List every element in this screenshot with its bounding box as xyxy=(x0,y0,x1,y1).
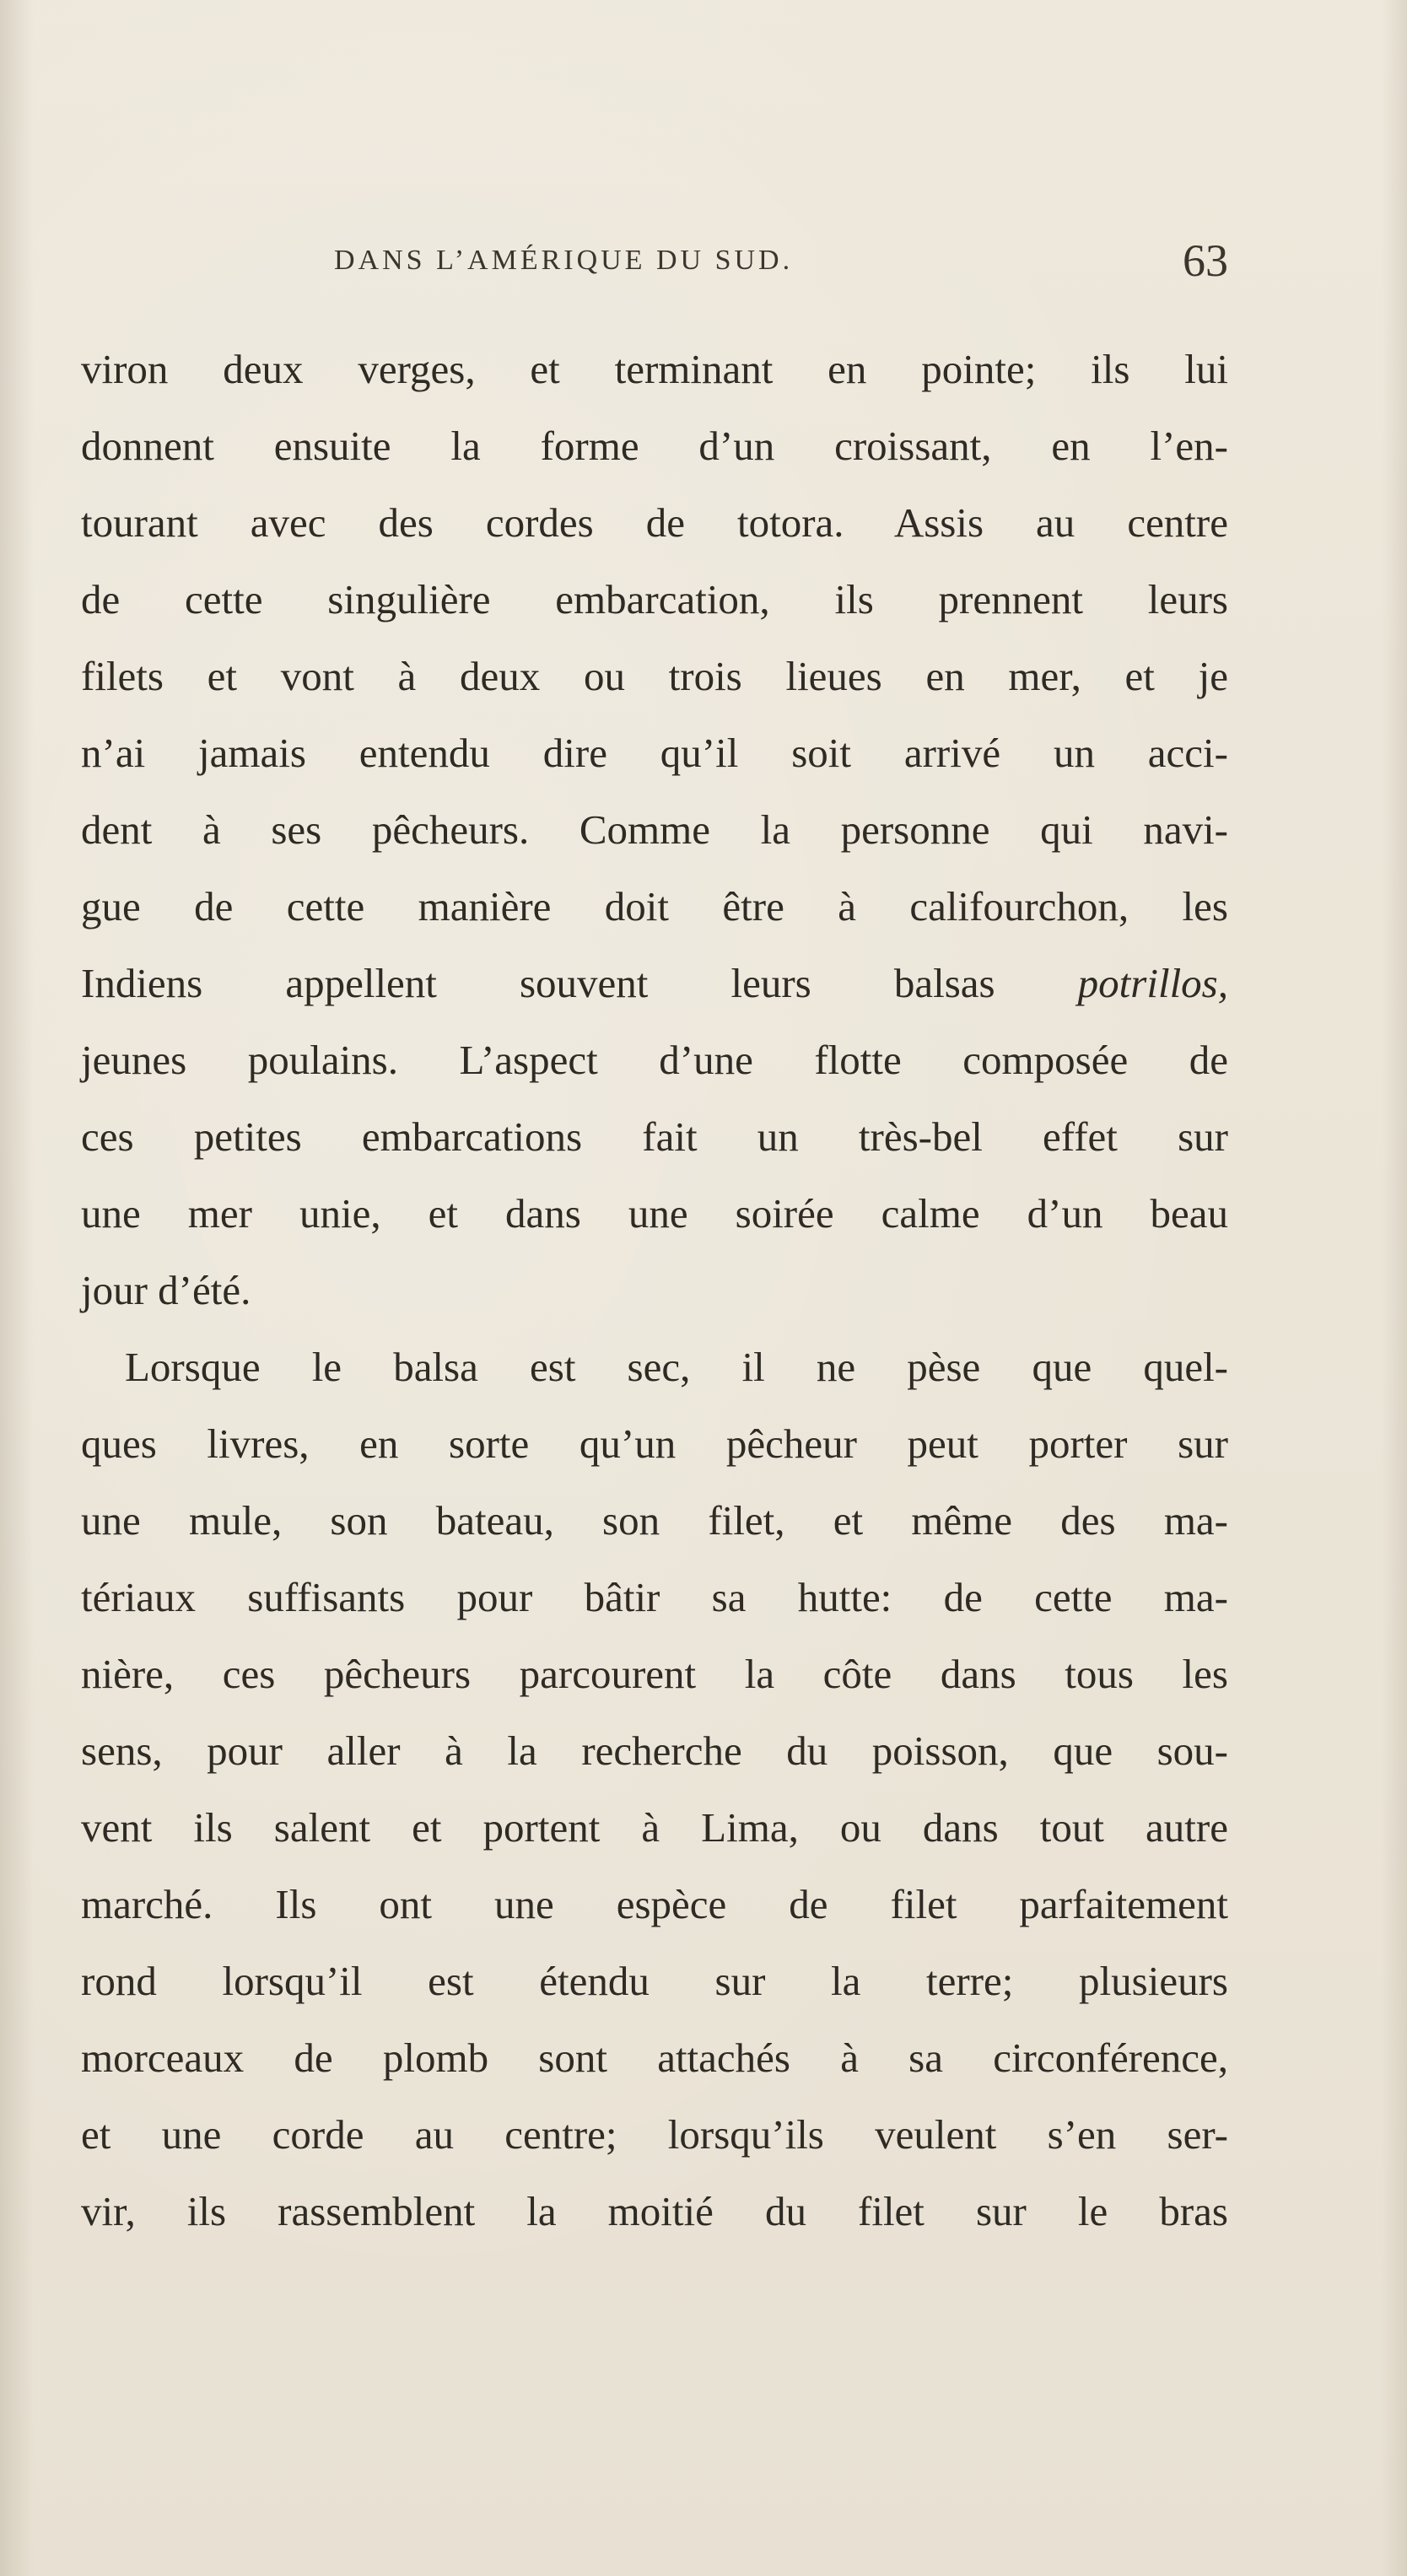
text-line: et une corde au centre; lorsqu’ils veulent s’en ser- xyxy=(81,2111,1228,2158)
text-line: vir, ils rassemblent la moitié du filet sur le bras xyxy=(81,2188,1228,2234)
text-line: une mer unie, et dans une soirée calme d’un beau xyxy=(81,1190,1228,1237)
text-line: une mule, son bateau, son filet, et même des ma- xyxy=(81,1497,1228,1544)
text-line: viron deux verges, et terminant en pointe; ils lui xyxy=(81,346,1228,392)
paragraph-end-line: jour d’été. xyxy=(81,1267,251,1313)
text-line: jeunes poulains. L’aspect d’une flotte composée de xyxy=(81,1037,1228,1083)
page-number: 63 xyxy=(1183,235,1228,286)
text-line: marché. Ils ont une espèce de filet parfaitement xyxy=(81,1881,1228,1927)
text-line: ques livres, en sorte qu’un pêcheur peut porter sur xyxy=(81,1420,1228,1467)
text-line: rond lorsqu’il est étendu sur la terre; plusieurs xyxy=(81,1958,1228,2004)
text-line: sens, pour aller à la recherche du poisson, que sou- xyxy=(81,1727,1228,1774)
italic-term: potrillos, xyxy=(1077,960,1228,1006)
text-line: dent à ses pêcheurs. Comme la personne qui navi- xyxy=(81,806,1228,853)
text-line: n’ai jamais entendu dire qu’il soit arrivé un acci- xyxy=(81,730,1228,776)
text-segment: Indiens appellent souvent leurs balsas xyxy=(81,960,995,1006)
paragraph-start-line: Lorsque le balsa est sec, il ne pèse que quel- xyxy=(125,1344,1228,1390)
text-line: ces petites embarcations fait un très-bel effet sur xyxy=(81,1113,1228,1160)
body-text xyxy=(81,331,1228,2250)
text-line: nière, ces pêcheurs parcourent la côte dans tous les xyxy=(81,1651,1228,1697)
text-line: vent ils salent et portent à Lima, ou dans tout autre xyxy=(81,1804,1228,1851)
text-line: gue de cette manière doit être à califourchon, les xyxy=(81,883,1228,930)
text-line: de cette singulière embarcation, ils prennent leurs xyxy=(81,576,1228,622)
running-head xyxy=(81,234,1228,294)
text-line: tourant avec des cordes de totora. Assis au centre xyxy=(81,499,1228,546)
text-line: tériaux suffisants pour bâtir sa hutte: de cette ma- xyxy=(81,1574,1228,1620)
page-edge-shadow-right xyxy=(1382,0,1407,2576)
text-line: donnent ensuite la forme d’un croissant, en l’en- xyxy=(81,423,1228,469)
text-line-with-italic xyxy=(81,945,1228,1021)
page-edge-shadow-left xyxy=(0,0,34,2576)
running-title: DANS L’AMÉRIQUE DU SUD. xyxy=(334,245,794,276)
text-line: morceaux de plomb sont attachés à sa circonférence, xyxy=(81,2034,1228,2081)
text-line: filets et vont à deux ou trois lieues en mer, et je xyxy=(81,653,1228,699)
